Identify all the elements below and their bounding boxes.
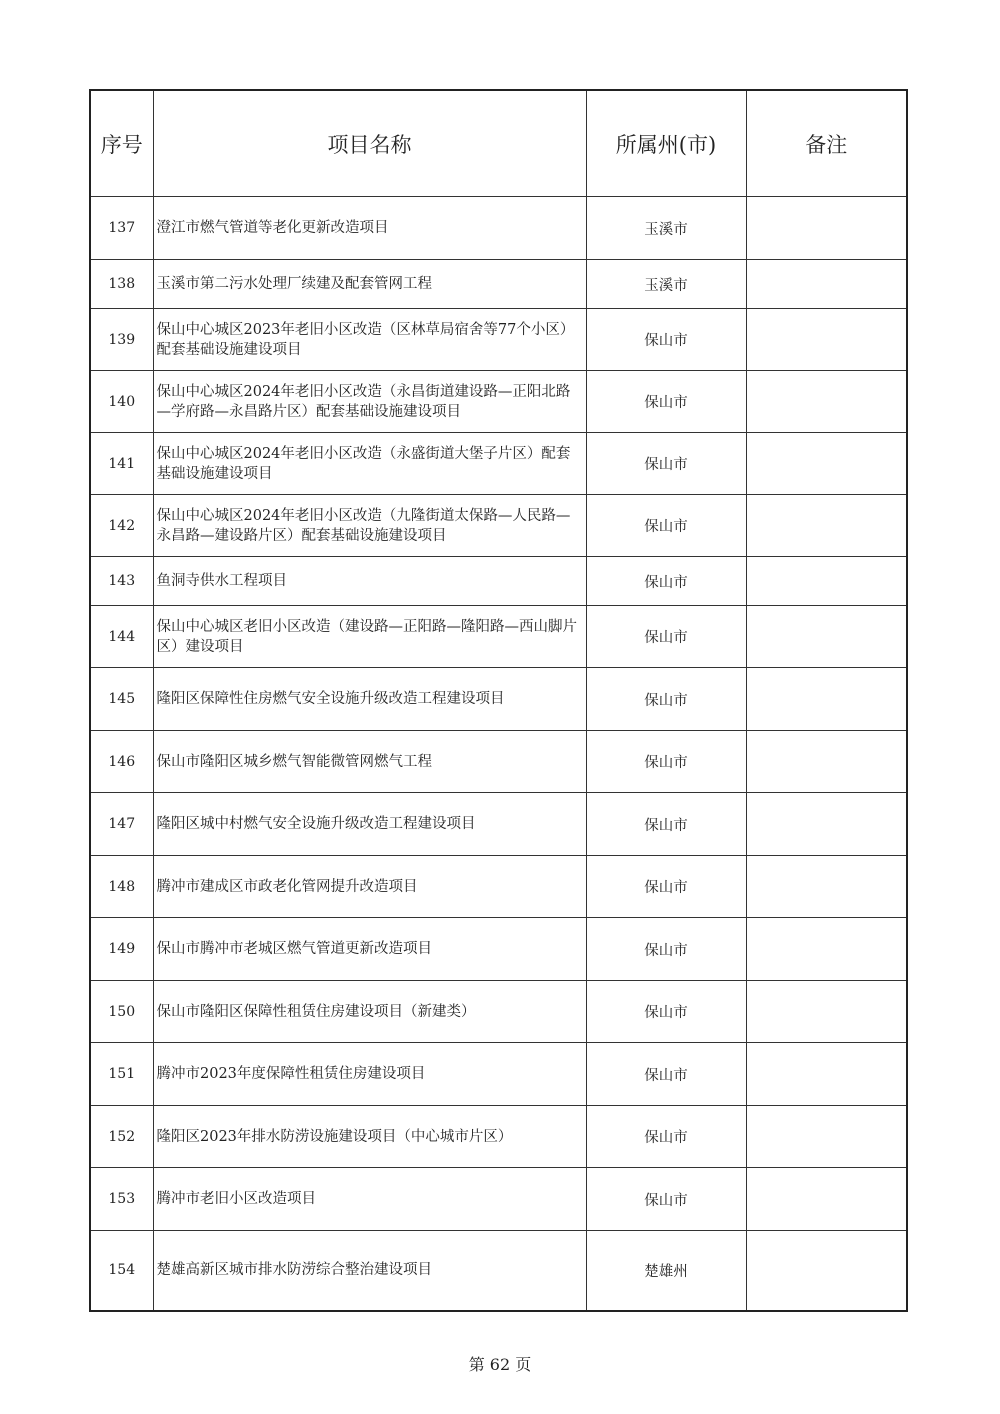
table-row [90, 856, 907, 918]
row-note [746, 1106, 907, 1168]
row-region: 保山市 [586, 1043, 746, 1106]
row-project-name: 保山中心城区2023年老旧小区改造（区林草局宿舍等77个小区）配套基础设施建设项目 [153, 309, 586, 371]
row-note [746, 197, 907, 260]
row-project-name: 保山中心城区2024年老旧小区改造（九隆街道太保路—人民路—永昌路—建设路片区）配套基础设施建设项目 [153, 495, 586, 557]
row-index: 153 [90, 1168, 153, 1231]
table-row [90, 731, 907, 793]
row-project-name: 腾冲市老旧小区改造项目 [153, 1168, 586, 1231]
row-index: 150 [90, 981, 153, 1043]
table-row [90, 606, 907, 668]
row-index: 137 [90, 197, 153, 260]
row-index: 145 [90, 668, 153, 731]
table-row [90, 557, 907, 606]
row-index: 152 [90, 1106, 153, 1168]
row-project-name: 保山市腾冲市老城区燃气管道更新改造项目 [153, 918, 586, 981]
row-region: 保山市 [586, 668, 746, 731]
table-row [90, 1231, 907, 1311]
row-note [746, 856, 907, 918]
row-region: 保山市 [586, 918, 746, 981]
row-note [746, 1043, 907, 1106]
table-row [90, 918, 907, 981]
row-project-name: 保山市隆阳区城乡燃气智能微管网燃气工程 [153, 731, 586, 793]
row-note [746, 495, 907, 557]
header-project-name: 项目名称 [153, 90, 586, 197]
table-row [90, 433, 907, 495]
row-note [746, 309, 907, 371]
row-project-name: 玉溪市第二污水处理厂续建及配套管网工程 [153, 260, 586, 309]
row-project-name: 鱼洞寺供水工程项目 [153, 557, 586, 606]
row-index: 140 [90, 371, 153, 433]
row-region: 保山市 [586, 495, 746, 557]
row-index: 151 [90, 1043, 153, 1106]
table-row [90, 793, 907, 856]
row-index: 144 [90, 606, 153, 668]
header-index: 序号 [90, 90, 153, 197]
table-row [90, 197, 907, 260]
row-note [746, 731, 907, 793]
row-note [746, 918, 907, 981]
row-note [746, 260, 907, 309]
table-row [90, 371, 907, 433]
table-row [90, 260, 907, 309]
row-index: 146 [90, 731, 153, 793]
row-index: 149 [90, 918, 153, 981]
row-index: 147 [90, 793, 153, 856]
row-region: 保山市 [586, 433, 746, 495]
row-note [746, 371, 907, 433]
row-region: 楚雄州 [586, 1231, 746, 1311]
table-header-row [90, 90, 907, 197]
row-note [746, 981, 907, 1043]
row-project-name: 保山市隆阳区保障性租赁住房建设项目（新建类） [153, 981, 586, 1043]
table-row [90, 1043, 907, 1106]
row-region: 保山市 [586, 981, 746, 1043]
table-row [90, 981, 907, 1043]
row-project-name: 腾冲市建成区市政老化管网提升改造项目 [153, 856, 586, 918]
row-index: 154 [90, 1231, 153, 1311]
row-project-name: 保山中心城区老旧小区改造（建设路—正阳路—隆阳路—西山脚片区）建设项目 [153, 606, 586, 668]
row-project-name: 保山中心城区2024年老旧小区改造（永昌街道建设路—正阳北路—学府路—永昌路片区）配套基础设施建设项目 [153, 371, 586, 433]
row-project-name: 隆阳区2023年排水防涝设施建设项目（中心城市片区） [153, 1106, 586, 1168]
row-region: 保山市 [586, 793, 746, 856]
row-region: 保山市 [586, 856, 746, 918]
row-note [746, 793, 907, 856]
row-index: 142 [90, 495, 153, 557]
row-region: 保山市 [586, 557, 746, 606]
header-region: 所属州(市) [586, 90, 746, 197]
row-note [746, 1168, 907, 1231]
row-project-name: 隆阳区保障性住房燃气安全设施升级改造工程建设项目 [153, 668, 586, 731]
row-project-name: 腾冲市2023年度保障性租赁住房建设项目 [153, 1043, 586, 1106]
row-index: 138 [90, 260, 153, 309]
row-region: 保山市 [586, 1106, 746, 1168]
table-row [90, 309, 907, 371]
row-region: 保山市 [586, 731, 746, 793]
row-note [746, 557, 907, 606]
row-project-name: 楚雄高新区城市排水防涝综合整治建设项目 [153, 1231, 586, 1311]
table-row [90, 668, 907, 731]
table-row [90, 1106, 907, 1168]
row-note [746, 668, 907, 731]
row-project-name: 澄江市燃气管道等老化更新改造项目 [153, 197, 586, 260]
row-project-name: 保山中心城区2024年老旧小区改造（永盛街道大堡子片区）配套基础设施建设项目 [153, 433, 586, 495]
row-index: 141 [90, 433, 153, 495]
page-number: 第 62 页 [468, 1355, 532, 1374]
row-project-name: 隆阳区城中村燃气安全设施升级改造工程建设项目 [153, 793, 586, 856]
row-region: 保山市 [586, 606, 746, 668]
row-index: 148 [90, 856, 153, 918]
row-region: 玉溪市 [586, 260, 746, 309]
row-note [746, 606, 907, 668]
table-row [90, 495, 907, 557]
row-index: 143 [90, 557, 153, 606]
row-region: 保山市 [586, 371, 746, 433]
row-region: 保山市 [586, 309, 746, 371]
table-row [90, 1168, 907, 1231]
header-note: 备注 [746, 90, 907, 197]
row-note [746, 433, 907, 495]
project-table [89, 89, 908, 1312]
row-region: 保山市 [586, 1168, 746, 1231]
row-index: 139 [90, 309, 153, 371]
row-region: 玉溪市 [586, 197, 746, 260]
row-note [746, 1231, 907, 1311]
